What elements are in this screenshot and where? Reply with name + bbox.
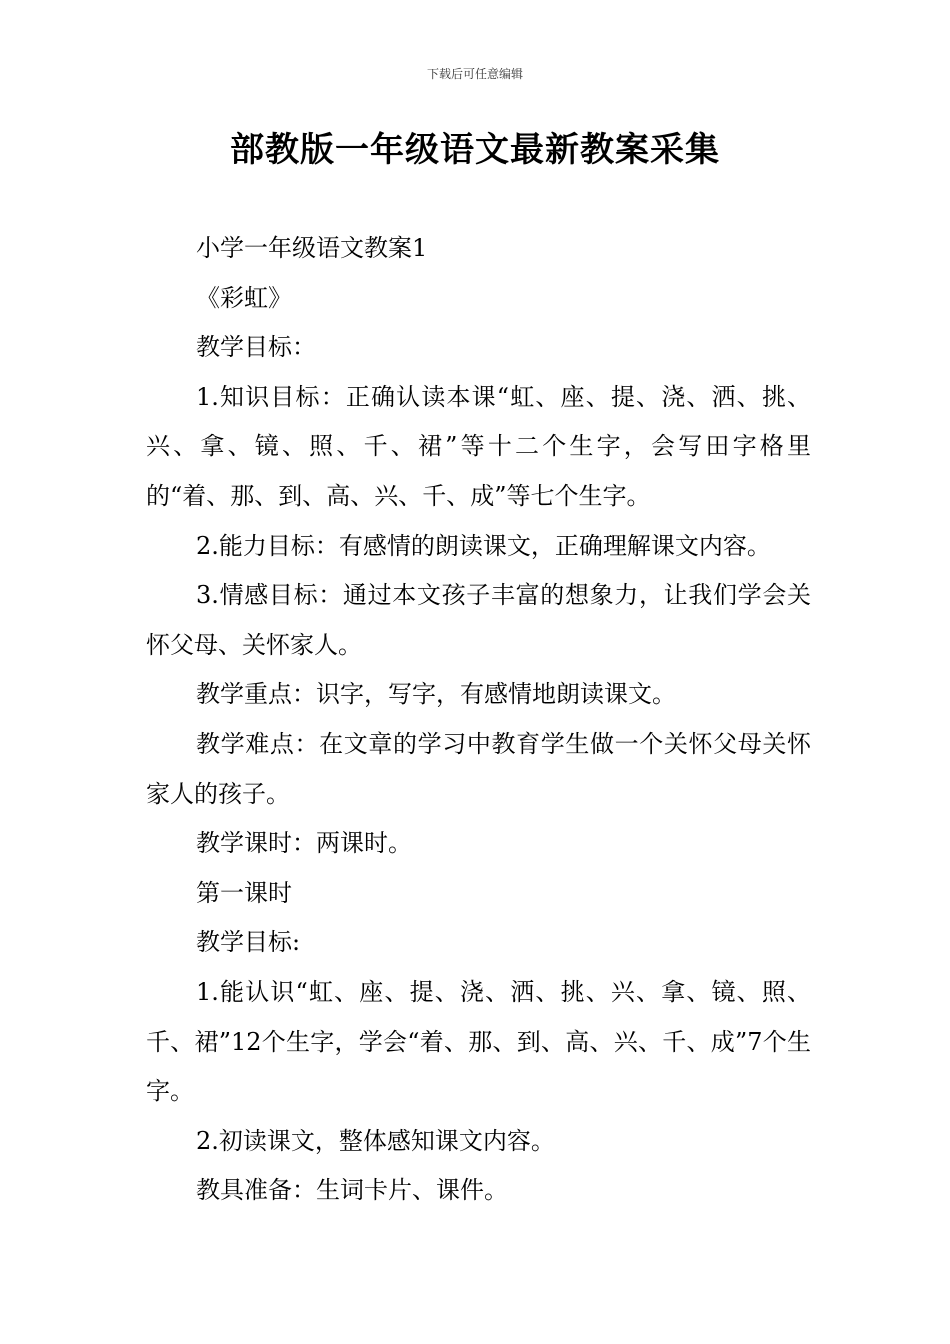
paragraph-key-points: 教学重点：识字，写字，有感情地朗读课文。 [196,680,676,709]
paragraph-materials: 教具准备：生词卡片、课件。 [196,1176,508,1205]
paragraph-first-objectives-heading: 教学目标: [196,928,301,957]
paragraph-lesson-title: 《彩虹》 [196,283,292,312]
paragraph-difficulties: 教学难点：在文章的学习中教育学生做一个关怀父母关怀家人的孩子。 [146,729,811,808]
paragraph-class-hours: 教学课时：两课时。 [196,829,412,858]
paragraph-knowledge-objective: 1.知识目标：正确认读本课“虹、座、提、浇、洒、挑、兴、拿、镜、照、千、裙”等十二个生字，会写田字格里的“着、那、到、高、兴、千、成”等七个生字。 [146,382,811,510]
paragraph-emotion-objective: 3.情感目标：通过本文孩子丰富的想象力，让我们学会关怀父母、关怀家人。 [146,581,811,659]
paragraph-lesson-heading: 小学一年级语文教案1 [196,234,428,262]
paragraph-first-lesson: 第一课时 [196,878,292,907]
page-header-note: 下载后可任意编辑 [426,67,523,81]
document-body [146,224,811,1216]
paragraph-objectives-heading: 教学目标： [196,333,316,362]
paragraph-first-objective-2: 2.初读课文，整体感知课文内容。 [196,1126,555,1155]
paragraph-first-objective-1: 1.能认识“虹、座、提、浇、洒、挑、兴、拿、镜、照、千、裙”12个生字，学会“着、那、到、高、兴、千、成”7个生字。 [146,977,811,1106]
document-title: 部教版一年级语文最新教案采集 [230,130,720,170]
paragraph-ability-objective: 2.能力目标：有感情的朗读课文，正确理解课文内容。 [196,531,771,560]
